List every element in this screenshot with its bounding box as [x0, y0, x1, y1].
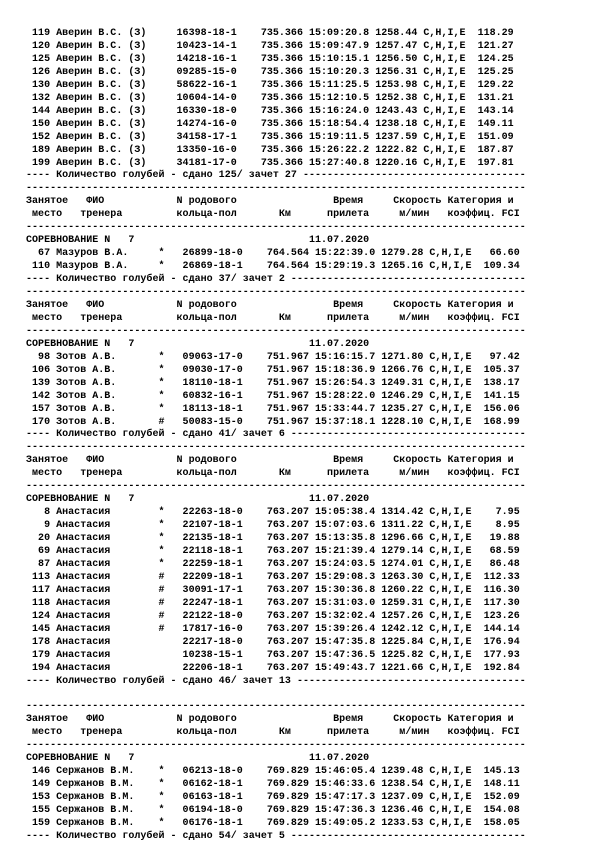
result-row: 142 Зотов А.В. * 60832-16-1 751.967 15:28:22.0 1246.29 C,H,I,E 141.15	[26, 390, 520, 402]
result-row: 199 Аверин В.С. (З) 34181-17-0 735.366 15:27:40.8 1220.16 C,H,I,E 197.81	[26, 157, 514, 169]
column-subheader-line: место тренера кольца-пол Км прилета м/мин коэффиц. FCI	[26, 468, 520, 480]
result-row: 170 Зотов А.В. # 50083-15-0 751.967 15:37:18.1 1228.10 C,H,I,E 168.99	[26, 416, 520, 428]
column-subheader-line: место тренера кольца-пол Км прилета м/мин коэффиц. FCI	[26, 209, 520, 221]
result-row: 117 Анастасия # 30091-17-1 763.207 15:30:36.8 1260.22 C,H,I,E 116.30	[26, 584, 520, 596]
result-row: 20 Анастасия * 22135-18-1 763.207 15:13:35.8 1296.66 C,H,I,E 19.88	[26, 533, 520, 545]
column-header-line: Занятое ФИО N родового Время Скорость Категория и	[26, 299, 514, 311]
result-row: 113 Анастасия # 22209-18-1 763.207 15:29:08.3 1263.30 C,H,I,E 112.33	[26, 571, 520, 583]
result-row: 149 Сержанов В.М. * 06162-18-1 769.829 15:46:33.6 1238.54 C,H,I,E 148.11	[26, 779, 520, 791]
result-row: 110 Мазуров В.А. * 26869-18-1 764.564 15:29:19.3 1265.16 C,H,I,E 109.34	[26, 261, 520, 273]
result-row: 119 Аверин В.С. (З) 16398-18-1 735.366 15:09:20.8 1258.44 C,H,I,E 118.29	[26, 28, 514, 39]
result-row: 67 Мазуров В.А. * 26899-18-0 764.564 15:22:39.0 1279.28 C,H,I,E 66.60	[26, 248, 520, 260]
result-row: 159 Сержанов В.М. * 06176-18-1 769.829 15:49:05.2 1233.53 C,H,I,E 158.05	[26, 817, 520, 829]
result-row: 157 Зотов А.В. * 18113-18-1 751.967 15:33:44.7 1235.27 C,H,I,E 156.06	[26, 403, 520, 415]
result-row: 189 Аверин В.С. (З) 13350-16-0 735.366 15:26:22.2 1222.82 C,H,I,E 187.87	[26, 144, 514, 156]
separator-line: -----------------------------------------------------------------------------------	[26, 701, 526, 713]
result-row: 125 Аверин В.С. (З) 14218-16-1 735.366 15:10:15.1 1256.50 C,H,I,E 124.25	[26, 53, 514, 65]
column-subheader-line: место тренера кольца-пол Км прилета м/мин коэффиц. FCI	[26, 312, 520, 324]
column-header-line: Занятое ФИО N родового Время Скорость Категория и	[26, 196, 514, 208]
result-row: 98 Зотов А.В. * 09063-17-0 751.967 15:16:15.7 1271.80 C,H,I,E 97.42	[26, 351, 520, 363]
result-row: 155 Сержанов В.М. * 06194-18-0 769.829 15:47:36.3 1236.46 C,H,I,E 154.08	[26, 805, 520, 816]
result-row: 124 Анастасия # 22122-18-0 763.207 15:32:02.4 1257.26 C,H,I,E 123.26	[26, 610, 520, 622]
summary-line: ---- Количество голубей - сдано 46/ зачет 13 --------------------------------------	[26, 675, 526, 687]
separator-line: -----------------------------------------------------------------------------------	[26, 442, 526, 454]
result-row: 8 Анастасия * 22263-18-0 763.207 15:05:38.4 1314.42 C,H,I,E 7.95	[26, 507, 520, 519]
result-row: 69 Анастасия * 22118-18-1 763.207 15:21:39.4 1279.14 C,H,I,E 68.59	[26, 546, 520, 557]
separator-line: -----------------------------------------------------------------------------------	[26, 740, 526, 752]
result-row: 144 Аверин В.С. (З) 16330-18-0 735.366 15:16:24.0 1243.43 C,H,I,E 143.14	[26, 105, 514, 117]
result-row: 194 Анастасия 22206-18-1 763.207 15:49:43.7 1221.66 C,H,I,E 192.84	[26, 662, 520, 674]
separator-line: -----------------------------------------------------------------------------------	[26, 183, 526, 195]
result-row: 178 Анастасия 22217-18-0 763.207 15:47:35.8 1225.84 C,H,I,E 176.94	[26, 636, 520, 648]
result-row: 152 Аверин В.С. (З) 34158-17-1 735.366 15:19:11.5 1237.59 C,H,I,E 151.09	[26, 131, 514, 143]
column-header-line: Занятое ФИО N родового Время Скорость Категория и	[26, 455, 514, 467]
result-row: 126 Аверин В.С. (З) 09285-15-0 735.366 15:10:20.3 1256.31 C,H,I,E 125.25	[26, 66, 514, 78]
result-row: 139 Зотов А.В. * 18110-18-1 751.967 15:26:54.3 1249.31 C,H,I,E 138.17	[26, 377, 520, 389]
competition-header: СОРЕВНОВАНИЕ N 7 11.07.2020	[26, 753, 370, 765]
column-header-line: Занятое ФИО N родового Время Скорость Категория и	[26, 714, 514, 726]
column-subheader-line: место тренера кольца-пол Км прилета м/мин коэффиц. FCI	[26, 727, 520, 739]
summary-line: ---- Количество голубей - сдано 41/ зачет 6 ---------------------------------------	[26, 429, 526, 441]
result-row: 132 Аверин В.С. (З) 10604-14-0 735.366 15:12:10.5 1252.38 C,H,I,E 131.21	[26, 92, 514, 104]
competition-header: СОРЕВНОВАНИЕ N 7 11.07.2020	[26, 338, 370, 350]
result-row: 179 Анастасия 10238-15-1 763.207 15:47:36.5 1225.82 C,H,I,E 177.93	[26, 649, 520, 661]
result-row: 150 Аверин В.С. (З) 14274-16-0 735.366 15:18:54.4 1238.18 C,H,I,E 149.11	[26, 118, 514, 130]
competition-header: СОРЕВНОВАНИЕ N 7 11.07.2020	[26, 494, 370, 506]
result-row: 118 Анастасия # 22247-18-1 763.207 15:31:03.0 1259.31 C,H,I,E 117.30	[26, 597, 520, 609]
result-row: 146 Сержанов В.М. * 06213-18-0 769.829 15:46:05.4 1239.48 C,H,I,E 145.13	[26, 766, 520, 778]
result-row: 106 Зотов А.В. * 09030-17-0 751.967 15:18:36.9 1266.76 C,H,I,E 105.37	[26, 364, 520, 376]
result-row: 153 Сержанов В.М. * 06163-18-1 769.829 15:47:17.3 1237.09 C,H,I,E 152.09	[26, 792, 520, 804]
result-row: 145 Анастасия # 17817-16-0 763.207 15:39:26.4 1242.12 C,H,I,E 144.14	[26, 623, 520, 635]
result-row: 87 Анастасия * 22259-18-1 763.207 15:24:03.5 1274.01 C,H,I,E 86.48	[26, 558, 520, 570]
result-row: 120 Аверин В.С. (З) 10423-14-1 735.366 15:09:47.9 1257.47 C,H,I,E 121.27	[26, 40, 514, 52]
summary-line: ---- Количество голубей - сдано 37/ зачет 2 ---------------------------------------	[26, 274, 526, 286]
separator-line: -----------------------------------------------------------------------------------	[26, 287, 526, 298]
separator-line: -----------------------------------------------------------------------------------	[26, 325, 526, 337]
summary-line: ---- Количество голубей - сдано 54/ зачет 5 ---------------------------------------	[26, 830, 526, 842]
summary-line: ---- Количество голубей - сдано 125/ зачет 27 -------------------------------------	[26, 170, 526, 182]
competition-header: СОРЕВНОВАНИЕ N 7 11.07.2020	[26, 235, 370, 247]
result-row: 9 Анастасия * 22107-18-1 763.207 15:07:03.6 1311.22 C,H,I,E 8.95	[26, 520, 520, 532]
separator-line: -----------------------------------------------------------------------------------	[26, 222, 526, 234]
separator-line: -----------------------------------------------------------------------------------	[26, 481, 526, 493]
result-row: 130 Аверин В.С. (З) 58622-16-1 735.366 15:11:25.5 1253.98 C,H,I,E 129.22	[26, 79, 514, 91]
